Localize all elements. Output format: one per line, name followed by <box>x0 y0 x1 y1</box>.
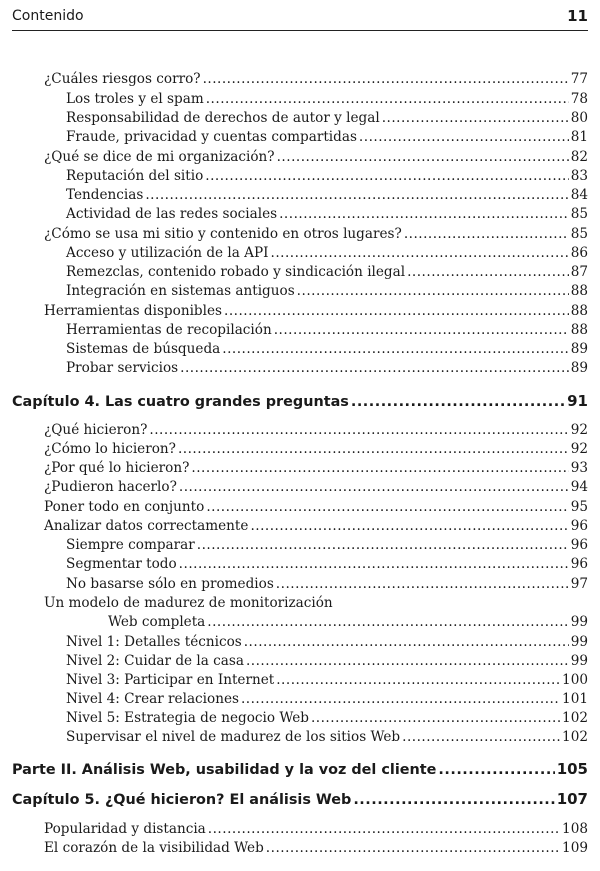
toc-entry-title: Parte II. Análisis Web, usabilidad y la voz del cliente <box>12 762 437 778</box>
toc-dot-leader <box>207 614 568 630</box>
toc-entry-page: 92 <box>570 441 588 457</box>
toc-dot-leader <box>402 729 560 745</box>
toc-entry-page: 102 <box>562 729 588 745</box>
toc-entry-page: 96 <box>570 518 588 534</box>
toc-entry-title: Poner todo en conjunto <box>44 499 205 515</box>
toc-entry[interactable] <box>44 441 588 459</box>
toc-entry-page: 84 <box>570 187 588 203</box>
toc-dot-leader <box>197 537 569 553</box>
toc-entry-page: 91 <box>567 392 588 410</box>
toc-entry-title: Probar servicios <box>66 360 179 376</box>
toc-entry-page: 87 <box>570 264 588 280</box>
toc-entry[interactable] <box>66 206 588 224</box>
toc-entry[interactable] <box>66 729 588 747</box>
toc-entry[interactable] <box>66 129 588 147</box>
toc-entry[interactable] <box>44 71 588 89</box>
toc-entry-title: Capítulo 4. Las cuatro grandes preguntas <box>12 394 349 410</box>
toc-entry[interactable] <box>66 341 588 359</box>
toc-entry-page: 80 <box>570 110 588 126</box>
toc-dot-leader <box>407 264 569 280</box>
toc-entry[interactable] <box>66 537 588 555</box>
toc-entry-title: Un modelo de madurez de monitorización <box>44 595 333 611</box>
toc-dot-leader <box>222 341 568 357</box>
toc-entry-page: 95 <box>570 499 588 515</box>
toc-entry[interactable] <box>66 264 588 282</box>
toc-entry-page: 96 <box>570 537 588 553</box>
toc-dot-leader <box>179 556 569 572</box>
toc-entry-title: Tendencias <box>66 187 144 203</box>
toc-entry[interactable] <box>66 245 588 263</box>
toc-entry-page: 99 <box>570 653 588 669</box>
toc-entry-title: ¿Cuáles riesgos corro? <box>44 71 201 87</box>
toc-entry[interactable] <box>66 710 588 728</box>
toc-entry-page: 105 <box>556 760 588 778</box>
toc-entry-title: Acceso y utilización de la API <box>66 245 269 261</box>
toc-entry-title: No basarse sólo en promedios <box>66 576 274 592</box>
toc-entry-title: Responsabilidad de derechos de autor y legal <box>66 110 380 126</box>
toc-dot-leader <box>203 71 569 87</box>
toc-entry-page: 102 <box>562 710 588 726</box>
toc-entry-title: Herramientas disponibles <box>44 303 222 319</box>
toc-entry-page: 97 <box>570 576 588 592</box>
toc-dot-leader <box>382 110 569 126</box>
toc-heading-entry[interactable] <box>12 392 588 410</box>
toc-dot-leader <box>179 479 569 495</box>
toc-entry-page: 89 <box>570 360 588 376</box>
toc-entry-title: ¿Cómo se usa mi sitio y contenido en otros lugares? <box>44 226 402 242</box>
toc-entry-title: Capítulo 5. ¿Qué hicieron? El análisis Web <box>12 792 352 808</box>
toc-entry-page: 92 <box>570 422 588 438</box>
toc-dot-leader <box>208 821 560 837</box>
toc-entry[interactable] <box>66 653 588 671</box>
toc-entry-page: 108 <box>562 821 588 837</box>
toc-entry-title: Segmentar todo <box>66 556 177 572</box>
toc-dot-leader <box>438 762 554 778</box>
toc-dot-leader <box>404 226 569 242</box>
toc-entry-page: 88 <box>570 283 588 299</box>
toc-entry-page: 78 <box>570 91 588 107</box>
toc-entry-title: Integración en sistemas antiguos <box>66 283 295 299</box>
toc-entry-page: 85 <box>570 226 588 242</box>
toc-dot-leader <box>271 245 569 261</box>
toc-entry-page: 101 <box>562 691 588 707</box>
toc-entry[interactable] <box>44 499 588 517</box>
toc-entry-page: 109 <box>562 840 588 856</box>
toc-entry[interactable] <box>66 691 588 709</box>
toc-entry[interactable] <box>44 518 588 536</box>
toc-dot-leader <box>276 672 560 688</box>
toc-dot-leader <box>297 283 569 299</box>
toc-dot-leader <box>277 149 569 165</box>
toc-entry[interactable] <box>66 634 588 652</box>
toc-entry[interactable] <box>108 614 588 632</box>
toc-heading-entry[interactable] <box>12 760 588 778</box>
toc-dot-leader <box>274 322 569 338</box>
toc-dot-leader <box>206 499 568 515</box>
toc-entry-page: 89 <box>570 341 588 357</box>
toc-entry[interactable] <box>66 168 588 186</box>
toc-entry-title: Nivel 1: Detalles técnicos <box>66 634 242 650</box>
toc-entry[interactable] <box>66 187 588 205</box>
toc-entry-title: Los troles y el spam <box>66 91 204 107</box>
toc-entry-title: Supervisar el nivel de madurez de los sitios Web <box>66 729 401 745</box>
toc-entry-title: Reputación del sitio <box>66 168 204 184</box>
toc-entry-title: El corazón de la visibilidad Web <box>44 840 264 856</box>
toc-entry[interactable] <box>66 110 588 128</box>
toc-dot-leader <box>178 441 569 457</box>
toc-dot-leader <box>206 91 569 107</box>
toc-entry[interactable] <box>66 360 588 378</box>
toc-entry-title: Actividad de las redes sociales <box>66 206 278 222</box>
toc-entry-title: ¿Cómo lo hicieron? <box>44 441 176 457</box>
toc-entry-page: 99 <box>570 634 588 650</box>
section-title: Contenido <box>12 8 84 24</box>
toc-dot-leader <box>149 422 568 438</box>
toc-entry-page: 93 <box>570 460 588 476</box>
toc-entry[interactable] <box>66 91 588 109</box>
toc-entry-title: Nivel 4: Crear relaciones <box>66 691 239 707</box>
toc-entry-title: Herramientas de recopilación <box>66 322 272 338</box>
toc-entry-page: 82 <box>570 149 588 165</box>
toc-dot-leader <box>353 792 554 808</box>
page-number: 11 <box>567 7 588 25</box>
toc-dot-leader <box>241 691 560 707</box>
toc-entry-page: 99 <box>570 614 588 630</box>
toc-entry-title: Analizar datos correctamente <box>44 518 249 534</box>
toc-entry-page: 107 <box>556 790 588 808</box>
toc-dot-leader <box>266 840 560 856</box>
toc-entry-page: 96 <box>570 556 588 572</box>
toc-entry-title: Web completa <box>108 614 206 630</box>
toc-entry-page: 94 <box>570 479 588 495</box>
toc-entry[interactable] <box>44 840 588 858</box>
toc-entry-page: 100 <box>562 672 588 688</box>
toc-entry[interactable] <box>44 821 588 839</box>
toc-entry-page: 77 <box>570 71 588 87</box>
toc-entry[interactable] <box>66 576 588 594</box>
toc-dot-leader <box>205 168 568 184</box>
toc-entry-page: 81 <box>570 129 588 145</box>
toc-entry[interactable] <box>66 283 588 301</box>
toc-entry[interactable] <box>44 595 588 613</box>
toc-entry-page: 86 <box>570 245 588 261</box>
toc-entry-title: ¿Por qué lo hicieron? <box>44 460 190 476</box>
toc-dot-leader <box>250 518 568 534</box>
toc-entry-page: 88 <box>570 322 588 338</box>
toc-heading-entry[interactable] <box>12 790 588 808</box>
toc-entry-title: ¿Qué se dice de mi organización? <box>44 149 275 165</box>
toc-entry[interactable] <box>44 479 588 497</box>
toc-entry-title: Nivel 5: Estrategia de negocio Web <box>66 710 309 726</box>
toc-dot-leader <box>244 634 569 650</box>
toc-entry[interactable] <box>44 303 588 321</box>
toc-dot-leader <box>311 710 560 726</box>
toc-entry-title: Remezclas, contenido robado y sindicación ilegal <box>66 264 406 280</box>
toc-dot-leader <box>180 360 569 376</box>
toc-entry-title: Fraude, privacidad y cuentas compartidas <box>66 129 357 145</box>
toc-dot-leader <box>276 576 569 592</box>
toc-entry-title: Siempre comparar <box>66 537 195 553</box>
running-header <box>12 0 588 31</box>
toc-dot-leader <box>224 303 569 319</box>
toc-entry[interactable] <box>44 226 588 244</box>
toc-dot-leader <box>279 206 569 222</box>
toc-entry[interactable] <box>44 460 588 478</box>
toc-entry-title: ¿Qué hicieron? <box>44 422 148 438</box>
toc-entry-page: 85 <box>570 206 588 222</box>
toc-dot-leader <box>246 653 569 669</box>
toc-entry[interactable] <box>44 422 588 440</box>
toc-dot-leader <box>145 187 568 203</box>
toc-entry-page: 83 <box>570 168 588 184</box>
toc-entry-title: Popularidad y distancia <box>44 821 206 837</box>
toc-entry[interactable] <box>66 556 588 574</box>
toc-entry-title: Nivel 2: Cuidar de la casa <box>66 653 244 669</box>
toc-entry-title: Sistemas de búsqueda <box>66 341 221 357</box>
toc-entry[interactable] <box>44 149 588 167</box>
toc-dot-leader <box>191 460 568 476</box>
toc-entry[interactable] <box>66 672 588 690</box>
toc-dot-leader <box>359 129 569 145</box>
toc-entry-title: ¿Pudieron hacerlo? <box>44 479 177 495</box>
toc-dot-leader <box>351 394 565 410</box>
toc-entry[interactable] <box>66 322 588 340</box>
toc-entry-page: 88 <box>570 303 588 319</box>
toc-entry-title: Nivel 3: Participar en Internet <box>66 672 275 688</box>
